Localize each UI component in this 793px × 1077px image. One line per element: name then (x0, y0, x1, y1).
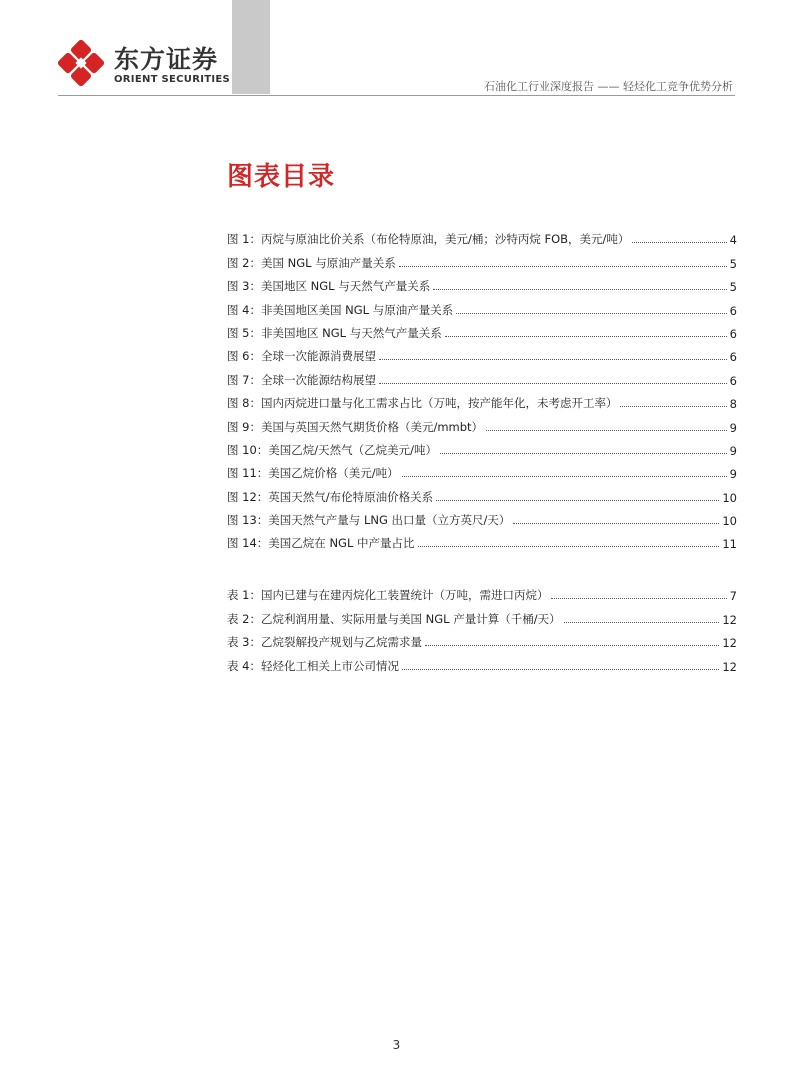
dot-leader (402, 668, 719, 670)
dot-leader (418, 545, 720, 547)
toc-entry-figure-9[interactable] (227, 411, 737, 434)
toc-entry-label: 图 3：美国地区 NGL 与天然气产量关系 (227, 279, 431, 294)
toc-entry-label: 图 1：丙烷与原油比价关系（布伦特原油，美元/桶；沙特丙烷 FOB，美元/吨） (227, 232, 630, 247)
toc-entry-page: 7 (729, 589, 737, 604)
dot-leader (433, 288, 726, 290)
dot-leader (486, 429, 727, 431)
orient-securities-logo-icon (58, 40, 104, 86)
toc-entry-figure-1[interactable] (227, 224, 737, 247)
toc-entry-page: 12 (722, 636, 737, 651)
dot-leader (402, 475, 727, 477)
toc-entry-label: 图 7：全球一次能源结构展望 (227, 372, 376, 387)
toc-entry-page: 11 (722, 537, 737, 552)
toc-entry-label: 图 12：英国天然气/布伦特原油价格关系 (227, 489, 434, 504)
header-divider (58, 95, 735, 96)
toc-entry-page: 12 (722, 659, 737, 674)
dot-leader (379, 358, 727, 360)
toc-entry-page: 10 (722, 490, 737, 505)
toc-entry-label: 图 14：美国乙烷在 NGL 中产量占比 (227, 536, 415, 551)
toc-entry-page: 9 (729, 443, 737, 458)
toc-entry-figure-3[interactable] (227, 271, 737, 294)
toc-entry-figure-12[interactable] (227, 481, 737, 504)
page-heading: 图表目录 (227, 162, 336, 192)
toc-entry-label: 图 13：美国天然气产量与 LNG 出口量（立方英尺/天） (227, 513, 511, 528)
toc-entry-label: 图 5：非美国地区 NGL 与天然气产量关系 (227, 325, 442, 340)
toc-entry-figure-11[interactable] (227, 458, 737, 481)
toc-entry-label: 表 1：国内已建与在建丙烷化工装置统计（万吨，需进口丙烷） (227, 588, 549, 603)
dot-leader (379, 382, 727, 384)
toc-entry-label: 图 9：美国与英国天然气期货价格（美元/mmbt） (227, 419, 484, 434)
toc-entry-page: 12 (722, 612, 737, 627)
toc-entry-page: 5 (729, 256, 737, 271)
toc-entry-label: 图 10：美国乙烷/天然气（乙烷美元/吨） (227, 442, 438, 457)
dot-leader (425, 644, 719, 646)
toc-entry-figure-7[interactable] (227, 364, 737, 387)
toc-entry-page: 6 (729, 350, 737, 365)
dot-leader (632, 241, 726, 243)
dot-leader (564, 621, 720, 623)
toc-entry-page: 6 (729, 373, 737, 388)
toc-entry-table-3[interactable] (227, 627, 737, 650)
toc-entry-label: 图 4：非美国地区美国 NGL 与原油产量关系 (227, 302, 454, 317)
dot-leader (436, 499, 719, 501)
table-list (227, 580, 737, 674)
toc-entry-label: 图 2：美国 NGL 与原油产量关系 (227, 255, 396, 270)
toc-entry-figure-14[interactable] (227, 528, 737, 551)
toc-entry-table-4[interactable] (227, 650, 737, 673)
dot-leader (620, 405, 726, 407)
toc-entry-label: 表 2：乙烷利润用量、实际用量与美国 NGL 产量计算（千桶/天） (227, 611, 561, 626)
toc-entry-figure-6[interactable] (227, 341, 737, 364)
toc-entry-label: 图 11：美国乙烷价格（美元/吨） (227, 466, 399, 481)
toc-entry-figure-13[interactable] (227, 505, 737, 528)
page-number: 3 (392, 1038, 401, 1052)
dot-leader (440, 452, 727, 454)
toc-entry-label: 表 3：乙烷裂解投产规划与乙烷需求量 (227, 635, 422, 650)
toc-entry-label: 图 8：国内丙烷进口量与化工需求占比（万吨，按产能年化，未考虑开工率） (227, 396, 618, 411)
toc-entry-label: 图 6：全球一次能源消费展望 (227, 349, 376, 364)
toc-entry-figure-4[interactable] (227, 294, 737, 317)
dot-leader (456, 312, 726, 314)
dot-leader (551, 597, 726, 599)
toc-entry-figure-10[interactable] (227, 435, 737, 458)
toc-entry-page: 10 (722, 514, 737, 529)
toc-entry-figure-8[interactable] (227, 388, 737, 411)
figure-list (227, 224, 737, 551)
header-gray-tab (232, 0, 270, 94)
toc-entry-page: 9 (729, 420, 737, 435)
dot-leader (513, 522, 719, 524)
toc-entry-page: 4 (729, 233, 737, 248)
toc-entry-label: 表 4：轻烃化工相关上市公司情况 (227, 658, 399, 673)
report-title: 石油化工行业深度报告 —— 轻烃化工竞争优势分析 (484, 80, 733, 93)
toc-entry-table-1[interactable] (227, 580, 737, 603)
toc-entry-figure-5[interactable] (227, 318, 737, 341)
toc-entry-table-2[interactable] (227, 603, 737, 626)
toc-entry-page: 5 (729, 280, 737, 295)
toc-entry-figure-2[interactable] (227, 247, 737, 270)
dot-leader (399, 265, 727, 267)
toc-entry-page: 9 (729, 467, 737, 482)
brand-name-cn: 东方证券 (114, 45, 219, 74)
toc-entry-page: 6 (729, 326, 737, 341)
toc-entry-page: 8 (729, 397, 737, 412)
brand-name-en: ORIENT SECURITIES (114, 74, 231, 85)
toc-entry-page: 6 (729, 303, 737, 318)
dot-leader (445, 335, 727, 337)
